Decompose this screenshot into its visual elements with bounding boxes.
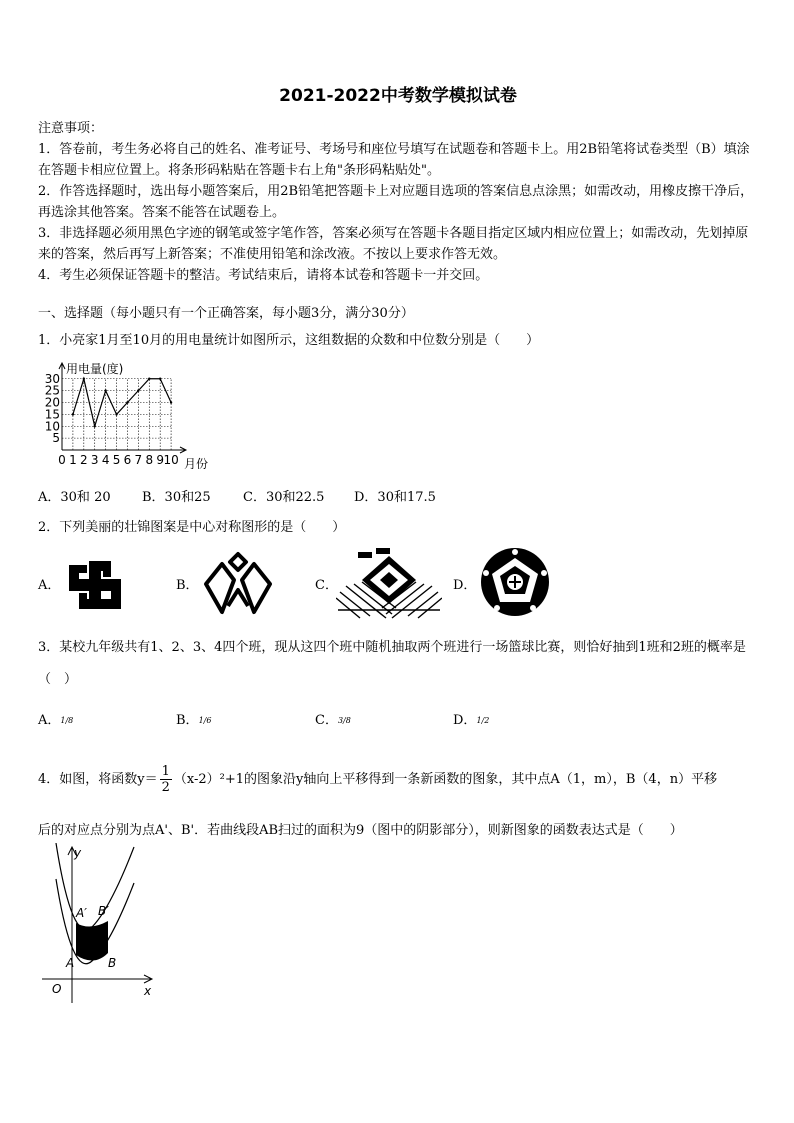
q1-option-a[interactable]: A．30和 20: [38, 490, 111, 505]
chart-point: [148, 378, 150, 380]
chart-point: [115, 413, 117, 415]
q3-option-c-label: C．: [315, 713, 338, 728]
fig-origin-label: O: [52, 982, 62, 996]
chart-ytick-label: 15: [44, 407, 60, 422]
chart-point: [159, 378, 161, 380]
question-2-text: 2．下列美丽的壮锦图案是中心对称图形的是（ ）: [38, 520, 346, 535]
q3-option-b-fraction: 1/6: [198, 716, 212, 725]
note-item-3: 3．非选择题必须用黑色字迹的钢笔或签字笔作答，答案必须写在答题卡各题目指定区域内相应位置上；如需改动，先划掉原来的答案，然后再写上新答案；不准使用铅笔和涂改液。不按以上要求作答无效。: [38, 226, 749, 262]
chart-point: [94, 425, 96, 427]
q3-option-a[interactable]: [38, 710, 73, 731]
chart-xtick-label: 9: [156, 453, 165, 467]
q3-option-c-fraction: 3/8: [337, 716, 351, 725]
q4-text-end: （x-2）²+1的图象沿y轴向上平移得到一条新函数的图象，其中点A（1，m），B（4，n）平移: [173, 772, 718, 787]
question-4-line-2: 后的对应点分别为点A'、B'．若曲线段AB扫过的面积为9（图中的阴影部分），则新图象的函数表达式是（ ）: [38, 823, 683, 838]
pattern-b-image: [198, 550, 278, 618]
q3-option-d-fraction: 1/2: [476, 716, 490, 725]
q4-fraction: [160, 764, 172, 795]
note-item-4: 4．考生必须保证答题卡的整洁。考试结束后，请将本试卷和答题卡一并交回。: [38, 268, 489, 283]
q3-option-d[interactable]: [453, 710, 489, 731]
chart-xtick-label: 4: [101, 453, 110, 467]
fig-point-b-prime: B′: [98, 904, 109, 918]
q3-option-b[interactable]: [176, 710, 211, 731]
q3-option-a-label: A．: [38, 713, 61, 728]
notes-heading: 注意事项：: [38, 121, 104, 136]
electricity-line-chart: [38, 358, 218, 474]
chart-xtick-label: 1: [69, 453, 77, 467]
question-3-text: 3．某校九年级共有1、2、3、4四个班，现从这四个班中随机抽取两个班进行一场篮球比赛，则恰好抽到1班和2班的概率是（ ）: [38, 640, 746, 687]
q1-option-d[interactable]: D．30和17.5: [354, 490, 436, 505]
chart-ytick-label: 20: [44, 395, 60, 410]
q2-option-a[interactable]: A．: [38, 578, 61, 593]
page-title: 2021-2022中考数学模拟试卷: [279, 86, 517, 106]
section-heading: 一、选择题（每小题只有一个正确答案，每小题3分，满分30分）: [38, 306, 414, 321]
chart-xtick-label: 6: [123, 453, 132, 467]
fig-x-label: x: [144, 984, 152, 998]
chart-point: [83, 378, 85, 380]
question-4-line-1: [38, 764, 758, 795]
q3-option-a-fraction: 1/8: [60, 716, 74, 725]
chart-xlabel: 月份: [184, 457, 209, 471]
q4-text-start: 4．如图，将函数y＝: [38, 772, 158, 787]
chart-xtick-label: 3: [90, 453, 99, 467]
pattern-c-image: [336, 548, 442, 622]
chart-ticks: [45, 372, 179, 467]
chart-xtick-label: 7: [134, 453, 143, 467]
chart-point: [170, 401, 172, 403]
chart-point: [126, 401, 128, 403]
chart-ytick-label: 25: [44, 383, 60, 398]
fig-point-a: A: [66, 956, 75, 970]
chart-xtick-label: 8: [145, 453, 154, 467]
notes-block: [38, 118, 758, 286]
fig-y-label: y: [74, 846, 82, 860]
q4-frac-numerator: 1: [161, 764, 170, 779]
q2-option-d[interactable]: D．: [453, 578, 477, 593]
fig-point-b: B: [108, 956, 117, 970]
chart-ytick-label: 30: [44, 371, 60, 386]
note-item-1: 1．答卷前，考生务必将自己的姓名、准考证号、考场号和座位号填写在试题卷和答题卡上。用2B铅笔将试卷类型（B）填涂在答题卡相应位置上。将条形码粘贴在答题卡右上角"条形码粘贴处"。: [38, 142, 750, 178]
pattern-d-image: [478, 546, 552, 618]
chart-point: [104, 389, 106, 391]
fig-point-a-prime: A′: [76, 906, 87, 920]
q4-frac-denominator: 2: [161, 780, 170, 795]
chart-xtick-label: 2: [79, 453, 88, 467]
chart-xtick-label: 10: [163, 453, 179, 467]
chart-ylabel: 用电量(度): [66, 362, 124, 376]
q3-option-c[interactable]: [315, 710, 351, 731]
chart-ytick-label: 10: [44, 419, 60, 434]
q2-option-c[interactable]: C．: [315, 578, 338, 593]
q1-option-b[interactable]: B．30和25: [142, 490, 211, 505]
question-1-text: 1．小亮家1月至10月的用电量统计如图所示，这组数据的众数和中位数分别是（ ）: [38, 333, 540, 348]
q3-option-b-label: B．: [176, 713, 199, 728]
q2-option-b[interactable]: B．: [176, 578, 199, 593]
note-item-2: 2．作答选择题时，选出每小题答案后，用2B铅笔把答题卡上对应题目选项的答案信息点涂黑；如需改动，用橡皮擦干净后，再选涂其他答案。答案不能答在试题卷上。: [38, 184, 754, 220]
pattern-a-image: [63, 555, 127, 615]
q1-option-c[interactable]: C．30和22.5: [243, 490, 325, 505]
chart-xtick-label: 0: [58, 453, 66, 467]
chart-point: [137, 389, 139, 391]
parabola-figure: [38, 843, 168, 1007]
chart-xtick-label: 5: [112, 453, 121, 467]
q3-option-d-label: D．: [453, 713, 477, 728]
chart-point: [72, 413, 74, 415]
chart-ytick-label: 5: [52, 431, 60, 446]
